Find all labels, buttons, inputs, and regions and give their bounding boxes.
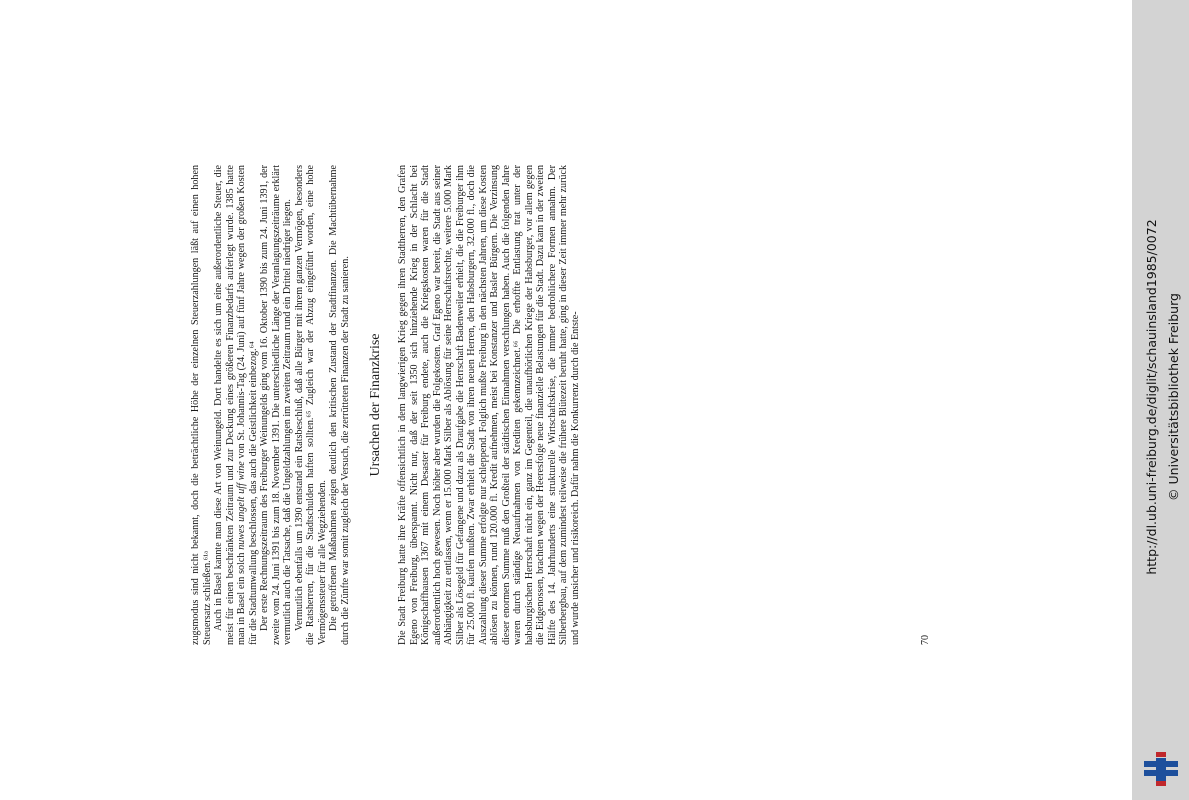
source-url-link[interactable]: http://dl.ub.uni-freiburg.de/diglit/schauinsland1985/0072 xyxy=(1144,219,1159,575)
paragraph-6: Die Stadt Freiburg hatte ihre Kräfte offensichtlich in dem langwierigen Krieg gegen ihren Stadtherren, den Grafen Egeno von Freiburg, überspannt. Nicht nur, daß der seit 1350 sich hinziehende Krieg in der Schlacht bei Königschaffhausen 1367 mit einem Desaster für Freiburg endete, auch die Kriegskosten waren für die Stadt außerordentlich hoch gewesen. Noch höher aber wurden die Folgekosten. Graf Egeno war bereit, die Stadt aus seiner Abhängigkeit zu entlassen, wenn er 15.000 Mark Silber als Ablösung für seine Herrschaftsrechte, weitere 5.000 Mark Silber als Lösegeld für Gefangene und dazu als Draufgabe die Herrschaft Badenweiler erhielt, die die Freiburger ihm für 25.000 fl. kaufen mußten. Zwar erhielt die Stadt von ihren neuen Herren, den Habsburgern, 32.000 fl., doch die Auszahlung dieser Summe erfolgte nur schleppend. Folglich mußte Freiburg in den nächsten Jahren, um diese Kosten ablösen zu können, rund 120.000 fl. Kredit aufnehmen, meist bei Konstanzer und Basler Bürgern. Die Verzinsung dieser enormen Summe muß den Großteil der städtischen Einnahmen verschlungen haben. Auch die folgenden Jahre waren durch ständige Neuaufnahmen von Krediten gekennzeichnet.⁶⁶ Die erhoffte Entlastung trat unter der habsburgischen Herrschaft nicht ein, ganz im Gegenteil, die unaufhörlichen Kriege der Habsburger, vor allem gegen die Eidgenossen, brachten wegen der Heeresfolge neue finanzielle Belastungen für die Stadt. Dazu kam in der zweiten Hälfte des 14. Jahrhunderts eine strukturelle Wirtschaftskrise, die immer bedrohlichere Formen annahm. Der Silberbergbau, auf dem zumindest teilweise die frühere Blütezeit beruht hatte, ging in dieser Zeit immer mehr zurück und wurde unsicher und risikoreich. Dafür nahm die Konkurrenz durch die Entste- xyxy=(397,165,581,645)
section-heading: Ursachen der Finanzkrise xyxy=(368,333,383,477)
paragraph-3: Der erste Rechnungszeitraum des Freiburger Weinungelds ging vom 16. Oktober 1390 bis zum 24. Juni 1391, der zweite vom 24. Juni 1391 bis zum 18. November 1391. Die unterschiedliche Länge der Veranlagungszeiträume erklärt vermutlich auch die Tatsache, daß die Ungeldzahlungen im zweiten Zeitraum rund ein Drittel niedriger liegen. xyxy=(259,165,293,645)
scanned-page xyxy=(190,165,950,645)
ub-freiburg-logo-icon xyxy=(1140,748,1182,790)
paragraph-2-italic: nuwes ungelt uff wine xyxy=(236,461,247,550)
paragraph-2 xyxy=(213,165,259,645)
paragraph-5: Die getroffenen Maßnahmen zeigen deutlich den kritischen Zustand der Stadtfinanzen. Die Machtübernahme durch die Zünfte war somit zugleich der Versuch, die zerrütteten Finanzen der Stadt zu sanieren. xyxy=(328,165,351,645)
strip-text xyxy=(1141,2,1185,792)
paragraph-2-text-b: von St. Johannis-Tag (24. Juni) auf fünf Jahre wegen der großen Kosten für die Stadtumwallung beschlossen, das auch die Geistlichkeit einbezog.⁶⁴ xyxy=(236,165,259,645)
paragraph-2-text-a: Auch in Basel kannte man diese Art von Weinungeld. Dort handelte es sich um eine außerordentliche Steuer, die meist für einen beschränkten Zeitraum und zur Deckung eines größeren Finanzbedarfs auferlegt wurde. 1385 hatte man in Basel ein solch xyxy=(213,165,247,645)
paragraph-1: zugsmodus sind nicht bekannt, doch die beträchtliche Höhe der einzelnen Steuerzahlungen läßt auf einen hohen Steuersatz schließen.⁶¹ᵃ xyxy=(190,165,213,645)
page-number: 70 xyxy=(920,635,931,645)
paragraph-4: Vermutlich ebenfalls um 1390 entstand ein Ratsbeschluß, daß alle Bürger mit ihrem ganzen Vermögen, besonders die Ratsherren, für die Stadtschulden haften sollten.⁶⁵ Zugleich war der Abzug eingeführt worden, eine hohe Vermögenssteuer für alle Wegziehenden. xyxy=(293,165,328,645)
copyright-notice: © Universitätsbibliothek Freiburg xyxy=(1166,293,1181,501)
